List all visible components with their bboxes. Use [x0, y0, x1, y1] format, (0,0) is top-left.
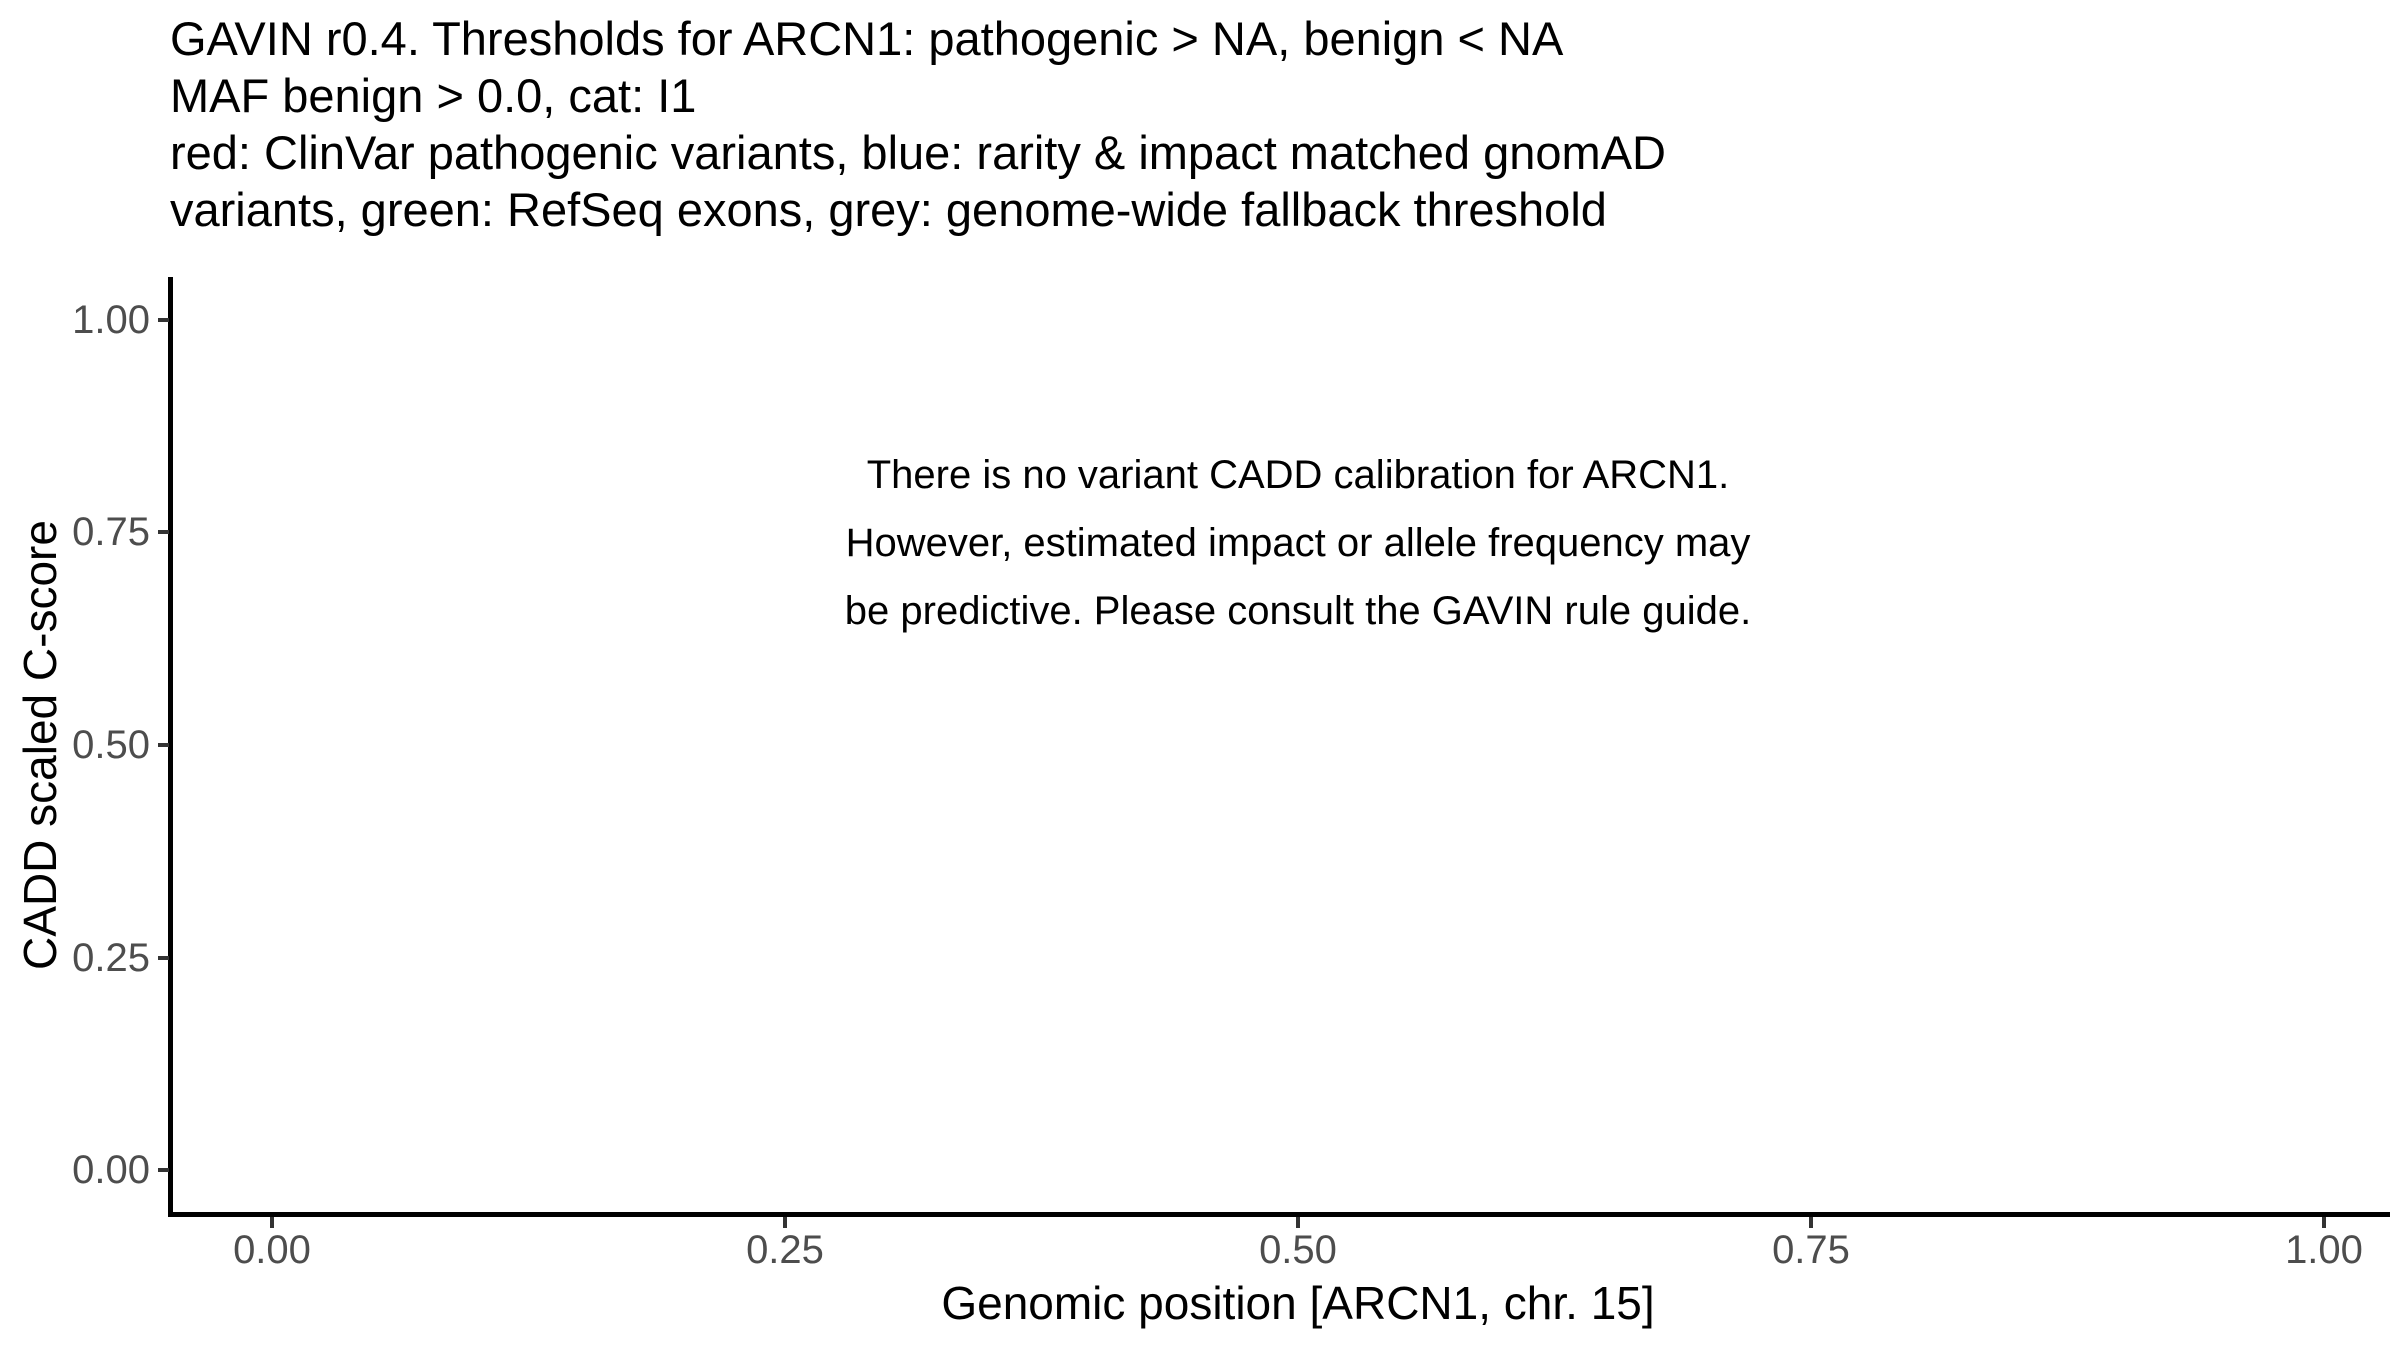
x-tick-label: 0.25	[746, 1228, 824, 1272]
plot-title-line-1: GAVIN r0.4. Thresholds for ARCN1: pathogenic > NA, benign < NA	[170, 12, 1564, 65]
y-tick-mark	[158, 1168, 169, 1172]
annotation-line-2: However, estimated impact or allele frequency may	[845, 521, 1751, 565]
plot-title-line-4: variants, green: RefSeq exons, grey: genome-wide fallback threshold	[170, 183, 1607, 236]
x-axis-line	[168, 1212, 2390, 1217]
y-tick-label: 0.00	[72, 1148, 150, 1192]
y-axis-title: CADD scaled C-score	[14, 520, 66, 970]
y-tick-mark	[158, 743, 169, 747]
x-axis-title: Genomic position [ARCN1, chr. 15]	[941, 1277, 1655, 1329]
plot-title-line-3: red: ClinVar pathogenic variants, blue: rarity & impact matched gnomAD	[170, 126, 1666, 179]
x-tick-label: 1.00	[2285, 1228, 2363, 1272]
x-tick-mark	[2322, 1217, 2326, 1228]
y-tick-mark	[158, 530, 169, 534]
y-tick-label: 0.50	[72, 723, 150, 767]
y-tick-label: 0.75	[72, 510, 150, 554]
x-tick-mark	[783, 1217, 787, 1228]
annotation-line-3: be predictive. Please consult the GAVIN rule guide.	[844, 589, 1752, 633]
x-tick-mark	[270, 1217, 274, 1228]
y-tick-mark	[158, 318, 169, 322]
panel-annotation	[698, 441, 1898, 645]
x-tick-mark	[1809, 1217, 1813, 1228]
y-tick-label: 1.00	[72, 298, 150, 342]
y-tick-label: 0.25	[72, 936, 150, 980]
plot-title-line-2: MAF benign > 0.0, cat: I1	[170, 69, 697, 122]
y-axis-line	[168, 277, 173, 1217]
annotation-line-1: There is no variant CADD calibration for ARCN1.	[866, 453, 1730, 497]
x-tick-label: 0.50	[1259, 1228, 1337, 1272]
plot-title	[170, 10, 2390, 238]
y-tick-mark	[158, 956, 169, 960]
x-tick-label: 0.00	[233, 1228, 311, 1272]
x-tick-mark	[1296, 1217, 1300, 1228]
x-tick-label: 0.75	[1772, 1228, 1850, 1272]
